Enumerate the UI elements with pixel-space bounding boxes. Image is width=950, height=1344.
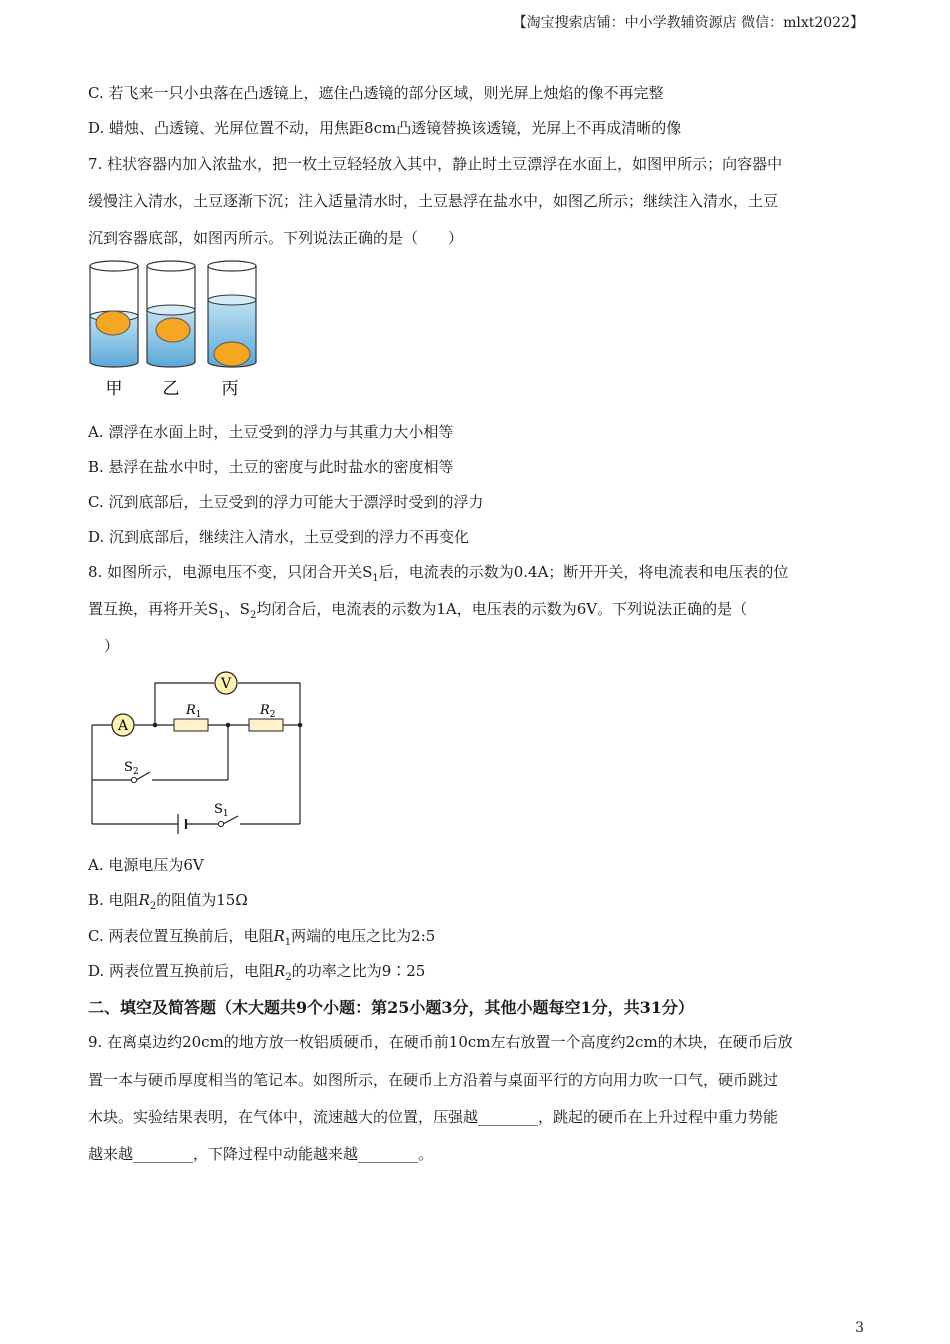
q9-stem-line1: 9. 在离桌边约20cm的地方放一枚铝质硬币，在硬币前10cm左右放置一个高度约2cm的木块，在硬币后放 [88,1033,793,1051]
q8-stem-line3: ） [104,637,120,655]
potato-floating [96,311,130,335]
q7-option-d: D. 沉到底部后，继续注入清水，土豆受到的浮力不再变化 [88,528,470,546]
label-bing: 丙 [221,379,239,399]
label-s2: $S_2$ [124,760,139,777]
q7-option-c: C. 沉到底部后，土豆受到的浮力可能大于漂浮时受到的浮力 [88,493,484,511]
q7-option-a: A. 漂浮在水面上时，土豆受到的浮力与其重力大小相等 [88,423,454,441]
switch-s2-icon [131,777,136,782]
q9-stem-line2: 置一本与硬币厚度相当的笔记本。如图所示，在硬币上方沿着与桌面平行的方向用力吹一口气，硬币跳过 [88,1071,779,1089]
beakers-figure [86,258,266,400]
q8-option-c: C. 两表位置互换前后，电阻$R_1$两端的电压之比为2:5 [88,927,436,948]
q8-option-b: B. 电阻$R_2$的阻值为15Ω [88,891,248,912]
q7-stem-line2: 缓慢注入清水，土豆逐渐下沉；注入适量清水时，土豆悬浮在盐水中，如图乙所示；继续注入清水，土豆 [88,192,779,210]
label-r2: $R_2$ [260,703,276,720]
q6-option-d: D. 蜡烛、凸透镜、光屏位置不动，用焦距8cm凸透镜替换该透镜，光屏上不再成清晰的像 [88,119,682,137]
beaker-jia [90,261,138,367]
resistor-r1-icon [174,719,208,731]
potato-suspended [156,318,190,342]
q7-stem-line1: 7. 柱状容器内加入浓盐水，把一枚土豆轻轻放入其中，静止时土豆漂浮在水面上，如图甲所示；向容器中 [88,155,783,173]
label-r1: $R_1$ [186,703,202,720]
svg-text:V: V [220,676,232,692]
resistor-r2-icon [249,719,283,731]
label-s1: $S_1$ [214,802,229,819]
beaker-yi [147,261,195,367]
q8-stem-line1: 8. 如图所示，电源电压不变，只闭合开关$S_1$后，电流表的示数为0.4A；断开开关，将电流表和电压表的位 [88,563,789,584]
label-jia: 甲 [105,379,123,399]
beaker-bing [208,261,256,367]
q7-stem-line3: 沉到容器底部，如图丙所示。下列说法正确的是（ ） [88,229,464,247]
q9-stem-line4: 越来越________，下降过程中动能越来越________。 [88,1145,434,1163]
q8-option-a: A. 电源电压为6V [88,856,204,874]
section-title: 二、填空及简答题（木大题共9个小题：第25小题3分，其他小题每空1分，共31分） [88,998,694,1017]
switch-s1-icon [218,821,223,826]
svg-text:A: A [117,718,129,734]
q6-option-c: C. 若飞来一只小虫落在凸透镜上，遮住凸透镜的部分区域，则光屏上烛焰的像不再完整 [88,84,664,102]
q8-stem-line2: 置互换，再将开关$S_1$、$S_2$均闭合后，电流表的示数为1A，电压表的示数为6V。下列说法正确的是（ [88,600,748,621]
page-header: 【淘宝搜索店铺：中小学教辅资源店 微信：mlxt2022】 [512,15,864,31]
page-number: 3 [855,1320,864,1336]
potato-sunk [214,342,250,366]
q7-option-b: B. 悬浮在盐水中时，土豆的密度与此时盐水的密度相等 [88,458,454,476]
q8-option-d: D. 两表位置互换前后，电阻$R_2$的功率之比为9∶25 [88,962,426,983]
circuit-diagram [86,668,310,836]
q9-stem-line3: 木块。实验结果表明，在气体中，流速越大的位置，压强越________，跳起的硬币在上升过程中重力势能 [88,1108,779,1126]
label-yi: 乙 [162,379,180,399]
